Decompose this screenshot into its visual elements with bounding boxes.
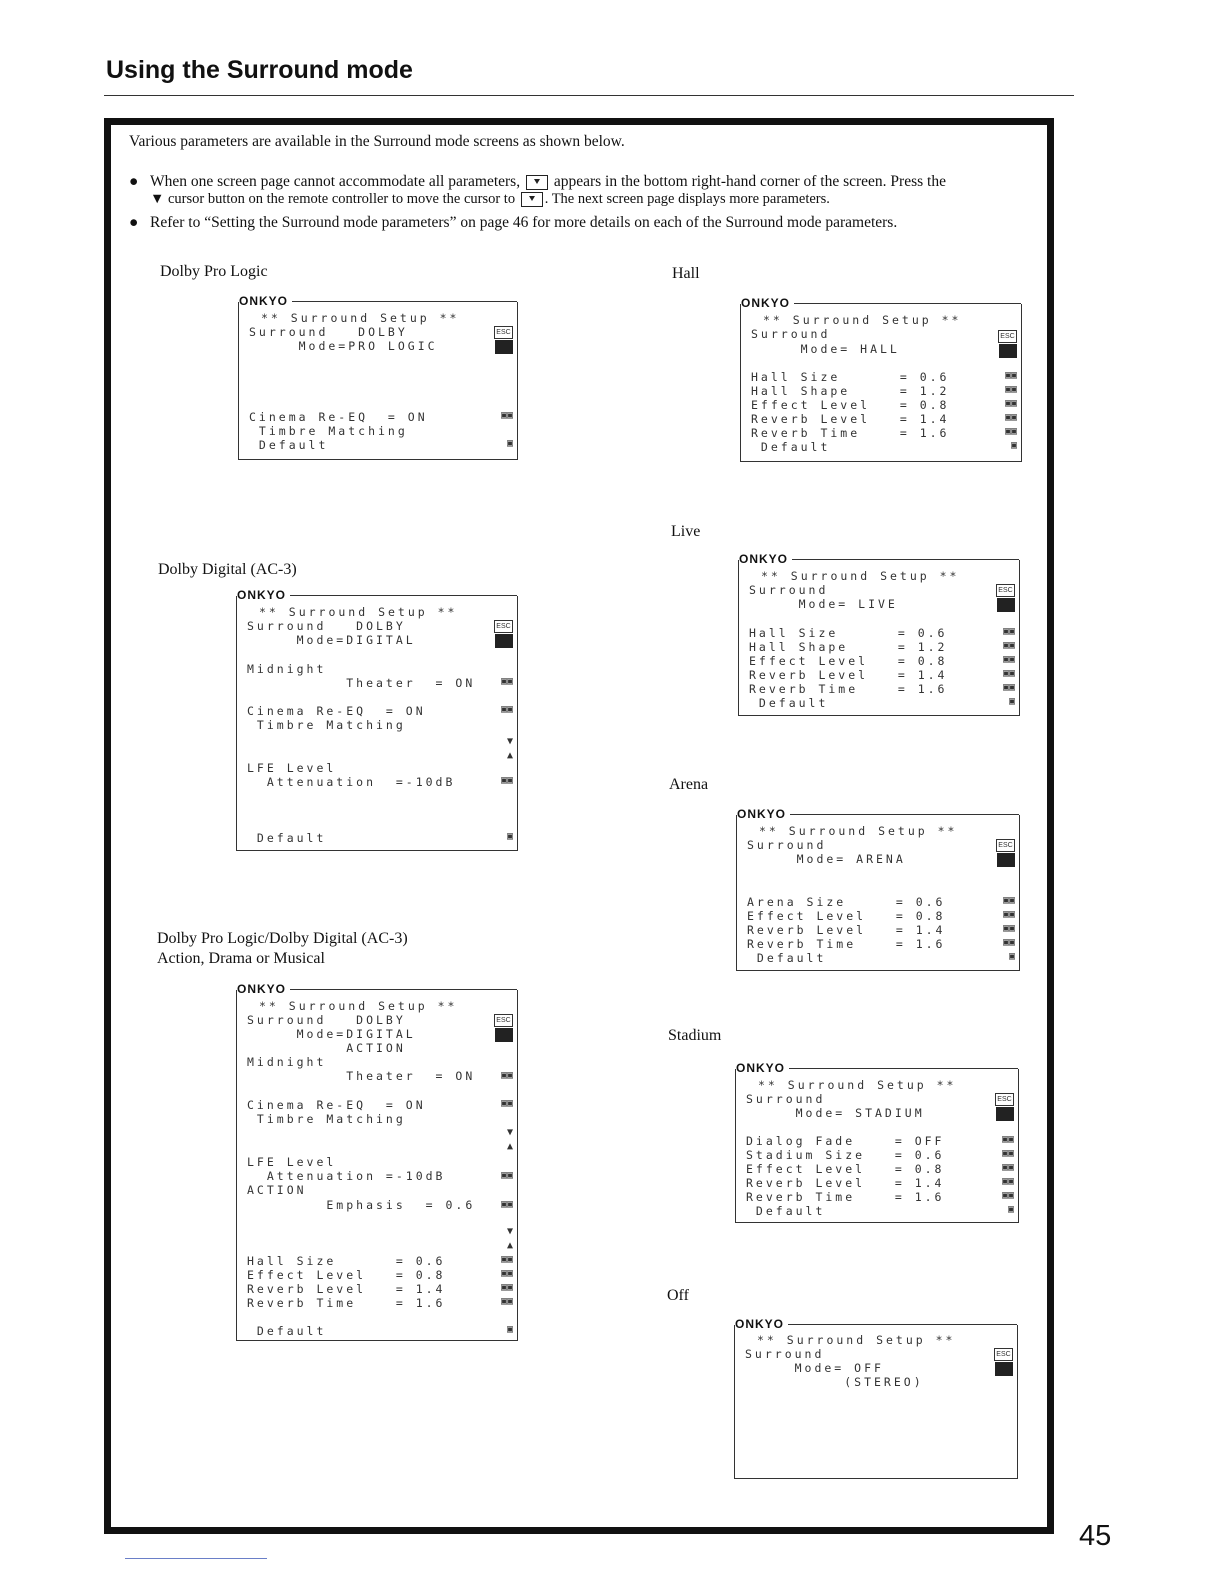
screen-line: Reverb Level = 1.4 [746,1176,945,1190]
onkyo-logo: ONKYO [741,296,794,310]
esc-icon: ESC [994,1348,1013,1361]
screen-line: Default [247,1324,327,1338]
screen-line: Default [751,440,831,454]
esc-icon: ESC [494,1014,513,1027]
enter-icon: ▣▣ [500,1098,513,1109]
screen-line: Effect Level = 0.8 [747,909,946,923]
screen-arena [736,807,1020,971]
esc-icon: ESC [996,584,1015,597]
enter-icon: ▣▣ [1001,1190,1014,1201]
esc-icon: ESC [996,839,1015,852]
screen-line: Dialog Fade = OFF [746,1134,945,1148]
screen-line: Hall Size = 0.6 [247,1254,446,1268]
screen-digital [236,588,518,851]
screen-line: Reverb Time = 1.6 [751,426,950,440]
screen-hall [740,296,1022,462]
onkyo-logo: ONKYO [237,588,290,602]
more-page-icon [521,192,543,207]
cursor-block-icon [997,853,1015,867]
enter-icon: ▣▣ [1004,412,1017,423]
screen-line: Default [747,951,827,965]
screen-live [738,552,1020,716]
screen-line: Mode=PRO LOGIC [249,339,438,353]
cursor-block-icon [495,340,513,354]
cursor-block-icon [996,1107,1014,1121]
enter-icon: ▣ [1007,1204,1014,1215]
screen-line: Mode=DIGITAL [247,633,416,647]
screen-line: Surround [745,1347,825,1361]
screen-line: Reverb Time = 1.6 [749,682,948,696]
enter-icon: ▣▣ [1001,1148,1014,1159]
screen-line: Effect Level = 0.8 [751,398,950,412]
screen-line: Effect Level = 0.8 [749,654,948,668]
screen-off [734,1317,1018,1479]
screen-line: Reverb Level = 1.4 [751,412,950,426]
enter-icon: ▣▣ [1002,923,1015,934]
screen-header: ** Surround Setup ** [759,824,958,838]
enter-icon: ▣ [1008,696,1015,707]
intro-text: Various parameters are available in the Surround mode screens as shown below. [129,133,625,150]
enter-icon: ▣ [506,438,513,449]
screen-header: ** Surround Setup ** [259,999,458,1013]
enter-icon: ▣▣ [1004,384,1017,395]
screen-line: Timbre Matching [249,424,408,438]
screen-line: Reverb Level = 1.4 [247,1282,446,1296]
screen-line: Surround DOLBY [247,1013,406,1027]
page-number: 45 [1079,1520,1112,1552]
enter-icon: ▣▣ [1004,370,1017,381]
enter-icon: ▣ [1010,440,1017,451]
screen-line: Mode= LIVE [749,597,898,611]
screen-line: Surround DOLBY [247,619,406,633]
screen-line: ACTION [247,1183,307,1197]
screen-line: Attenuation =-10dB [247,775,456,789]
screen-line: Reverb Time = 1.6 [746,1190,945,1204]
onkyo-logo: ONKYO [739,552,792,566]
enter-icon: ▣ [506,831,513,842]
page-down-icon: ▼ [506,1127,513,1138]
enter-icon: ▣▣ [1002,626,1015,637]
screen-line: Attenuation =-10dB [247,1169,446,1183]
enter-icon: ▣▣ [1001,1176,1014,1187]
screen-line: Surround DOLBY [249,325,408,339]
page-down-icon: ▼ [506,1226,513,1237]
screen-line: Cinema Re-EQ = ON [247,704,426,718]
screen-line: Hall Size = 0.6 [749,626,948,640]
caption-action-l1: Dolby Pro Logic/Dolby Digital (AC-3) [157,930,408,947]
enter-icon: ▣▣ [1002,668,1015,679]
onkyo-logo: ONKYO [735,1317,788,1331]
bullet-2-text: Refer to “Setting the Surround mode parameters” on page 46 for more details on each of the Surround mode parameters. [150,214,898,231]
screen-line: Mode=DIGITAL [247,1027,416,1041]
enter-icon: ▣▣ [1002,937,1015,948]
enter-icon: ▣▣ [1002,682,1015,693]
caption-off: Off [667,1287,689,1304]
screen-line: Reverb Level = 1.4 [747,923,946,937]
screen-line: Surround [751,327,831,341]
esc-icon: ESC [494,326,513,339]
screen-line: Mode= ARENA [747,852,906,866]
page-up-icon: ▲ [506,1141,513,1152]
screen-header: ** Surround Setup ** [757,1333,956,1347]
screen-line: (STEREO) [745,1375,924,1389]
page-up-icon: ▲ [506,1240,513,1251]
screen-line: Timbre Matching [247,1112,406,1126]
screen-line: Hall Shape = 1.2 [751,384,950,398]
screen-line: Effect Level = 0.8 [746,1162,945,1176]
enter-icon: ▣▣ [1002,640,1015,651]
bullet-dot: ● [129,173,139,190]
cursor-block-icon [999,344,1017,358]
screen-line: LFE Level [247,1155,337,1169]
title-rule [104,95,1074,96]
esc-icon: ESC [998,330,1017,343]
screen-action [236,982,518,1341]
more-page-icon [526,175,548,190]
enter-icon: ▣▣ [500,1268,513,1279]
page-title: Using the Surround mode [106,56,413,84]
cursor-block-icon [997,598,1015,612]
enter-icon: ▣▣ [500,1170,513,1181]
esc-icon: ESC [995,1093,1014,1106]
screen-line: Effect Level = 0.8 [247,1268,446,1282]
cursor-block-icon [995,1362,1013,1376]
screen-line: Cinema Re-EQ = ON [249,410,428,424]
enter-icon: ▣▣ [1002,895,1015,906]
screen-line: Surround [746,1092,826,1106]
screen-header: ** Surround Setup ** [758,1078,957,1092]
enter-icon: ▣ [506,1324,513,1335]
screen-header: ** Surround Setup ** [763,313,962,327]
enter-icon: ▣ [1008,951,1015,962]
onkyo-logo: ONKYO [239,294,292,308]
screen-stadium [735,1061,1019,1223]
caption-pro-logic: Dolby Pro Logic [160,263,268,280]
screen-line: ACTION [247,1041,406,1055]
screen-line: Default [247,831,327,845]
screen-line: Mode= HALL [751,342,900,356]
enter-icon: ▣▣ [500,1199,513,1210]
enter-icon: ▣▣ [1004,426,1017,437]
screen-line: Theater = ON [247,1069,476,1083]
bullet-1-text-cont: ▼ cursor button on the remote controller to move the cursor to . The next screen page displays more parameters. [150,191,830,207]
screen-line: Default [249,438,329,452]
screen-line: Emphasis = 0.6 [247,1198,476,1212]
caption-live: Live [671,523,701,540]
enter-icon: ▣▣ [500,676,513,687]
page-up-icon: ▲ [506,750,513,761]
enter-icon: ▣▣ [500,1254,513,1265]
caption-hall: Hall [672,265,700,282]
screen-line: Midnight [247,662,327,676]
enter-icon: ▣▣ [500,775,513,786]
screen-line: Hall Size = 0.6 [751,370,950,384]
screen-header: ** Surround Setup ** [261,311,460,325]
screen-header: ** Surround Setup ** [761,569,960,583]
enter-icon: ▣▣ [500,1282,513,1293]
screen-line: Midnight [247,1055,327,1069]
caption-stadium: Stadium [668,1027,722,1044]
enter-icon: ▣▣ [1002,909,1015,920]
esc-icon: ESC [494,620,513,633]
enter-icon: ▣▣ [1001,1134,1014,1145]
screen-pro-logic [238,294,518,460]
cursor-block-icon [495,1028,513,1042]
enter-icon: ▣▣ [1004,398,1017,409]
screen-line: Cinema Re-EQ = ON [247,1098,426,1112]
screen-line: Stadium Size = 0.6 [746,1148,945,1162]
enter-icon: ▣▣ [1002,654,1015,665]
enter-icon: ▣▣ [500,1070,513,1081]
caption-digital: Dolby Digital (AC-3) [158,561,297,578]
screen-line: Theater = ON [247,676,476,690]
screen-line: Hall Shape = 1.2 [749,640,948,654]
screen-line: Default [749,696,829,710]
screen-line: Reverb Level = 1.4 [749,668,948,682]
enter-icon: ▣▣ [1001,1162,1014,1173]
enter-icon: ▣▣ [500,1296,513,1307]
screen-header: ** Surround Setup ** [259,605,458,619]
screen-line: Reverb Time = 1.6 [247,1296,446,1310]
bullet-1-text: When one screen page cannot accommodate all parameters, appears in the bottom right-hand corner of the screen. Press the [150,173,946,190]
bullet-dot: ● [129,214,139,231]
onkyo-logo: ONKYO [737,807,790,821]
onkyo-logo: ONKYO [237,982,290,996]
cursor-block-icon [495,634,513,648]
footer-rule [125,1558,267,1559]
screen-line: Surround [747,838,827,852]
screen-line: Surround [749,583,829,597]
screen-line: LFE Level [247,761,337,775]
screen-line: Arena Size = 0.6 [747,895,946,909]
onkyo-logo: ONKYO [736,1061,789,1075]
screen-line: Mode= STADIUM [746,1106,925,1120]
caption-arena: Arena [669,776,709,793]
screen-line: Reverb Time = 1.6 [747,937,946,951]
screen-line: Mode= OFF [745,1361,884,1375]
screen-line: Default [746,1204,826,1218]
page-down-icon: ▼ [506,736,513,747]
enter-icon: ▣▣ [500,704,513,715]
caption-action-l2: Action, Drama or Musical [157,950,325,967]
enter-icon: ▣▣ [500,410,513,421]
screen-line: Timbre Matching [247,718,406,732]
